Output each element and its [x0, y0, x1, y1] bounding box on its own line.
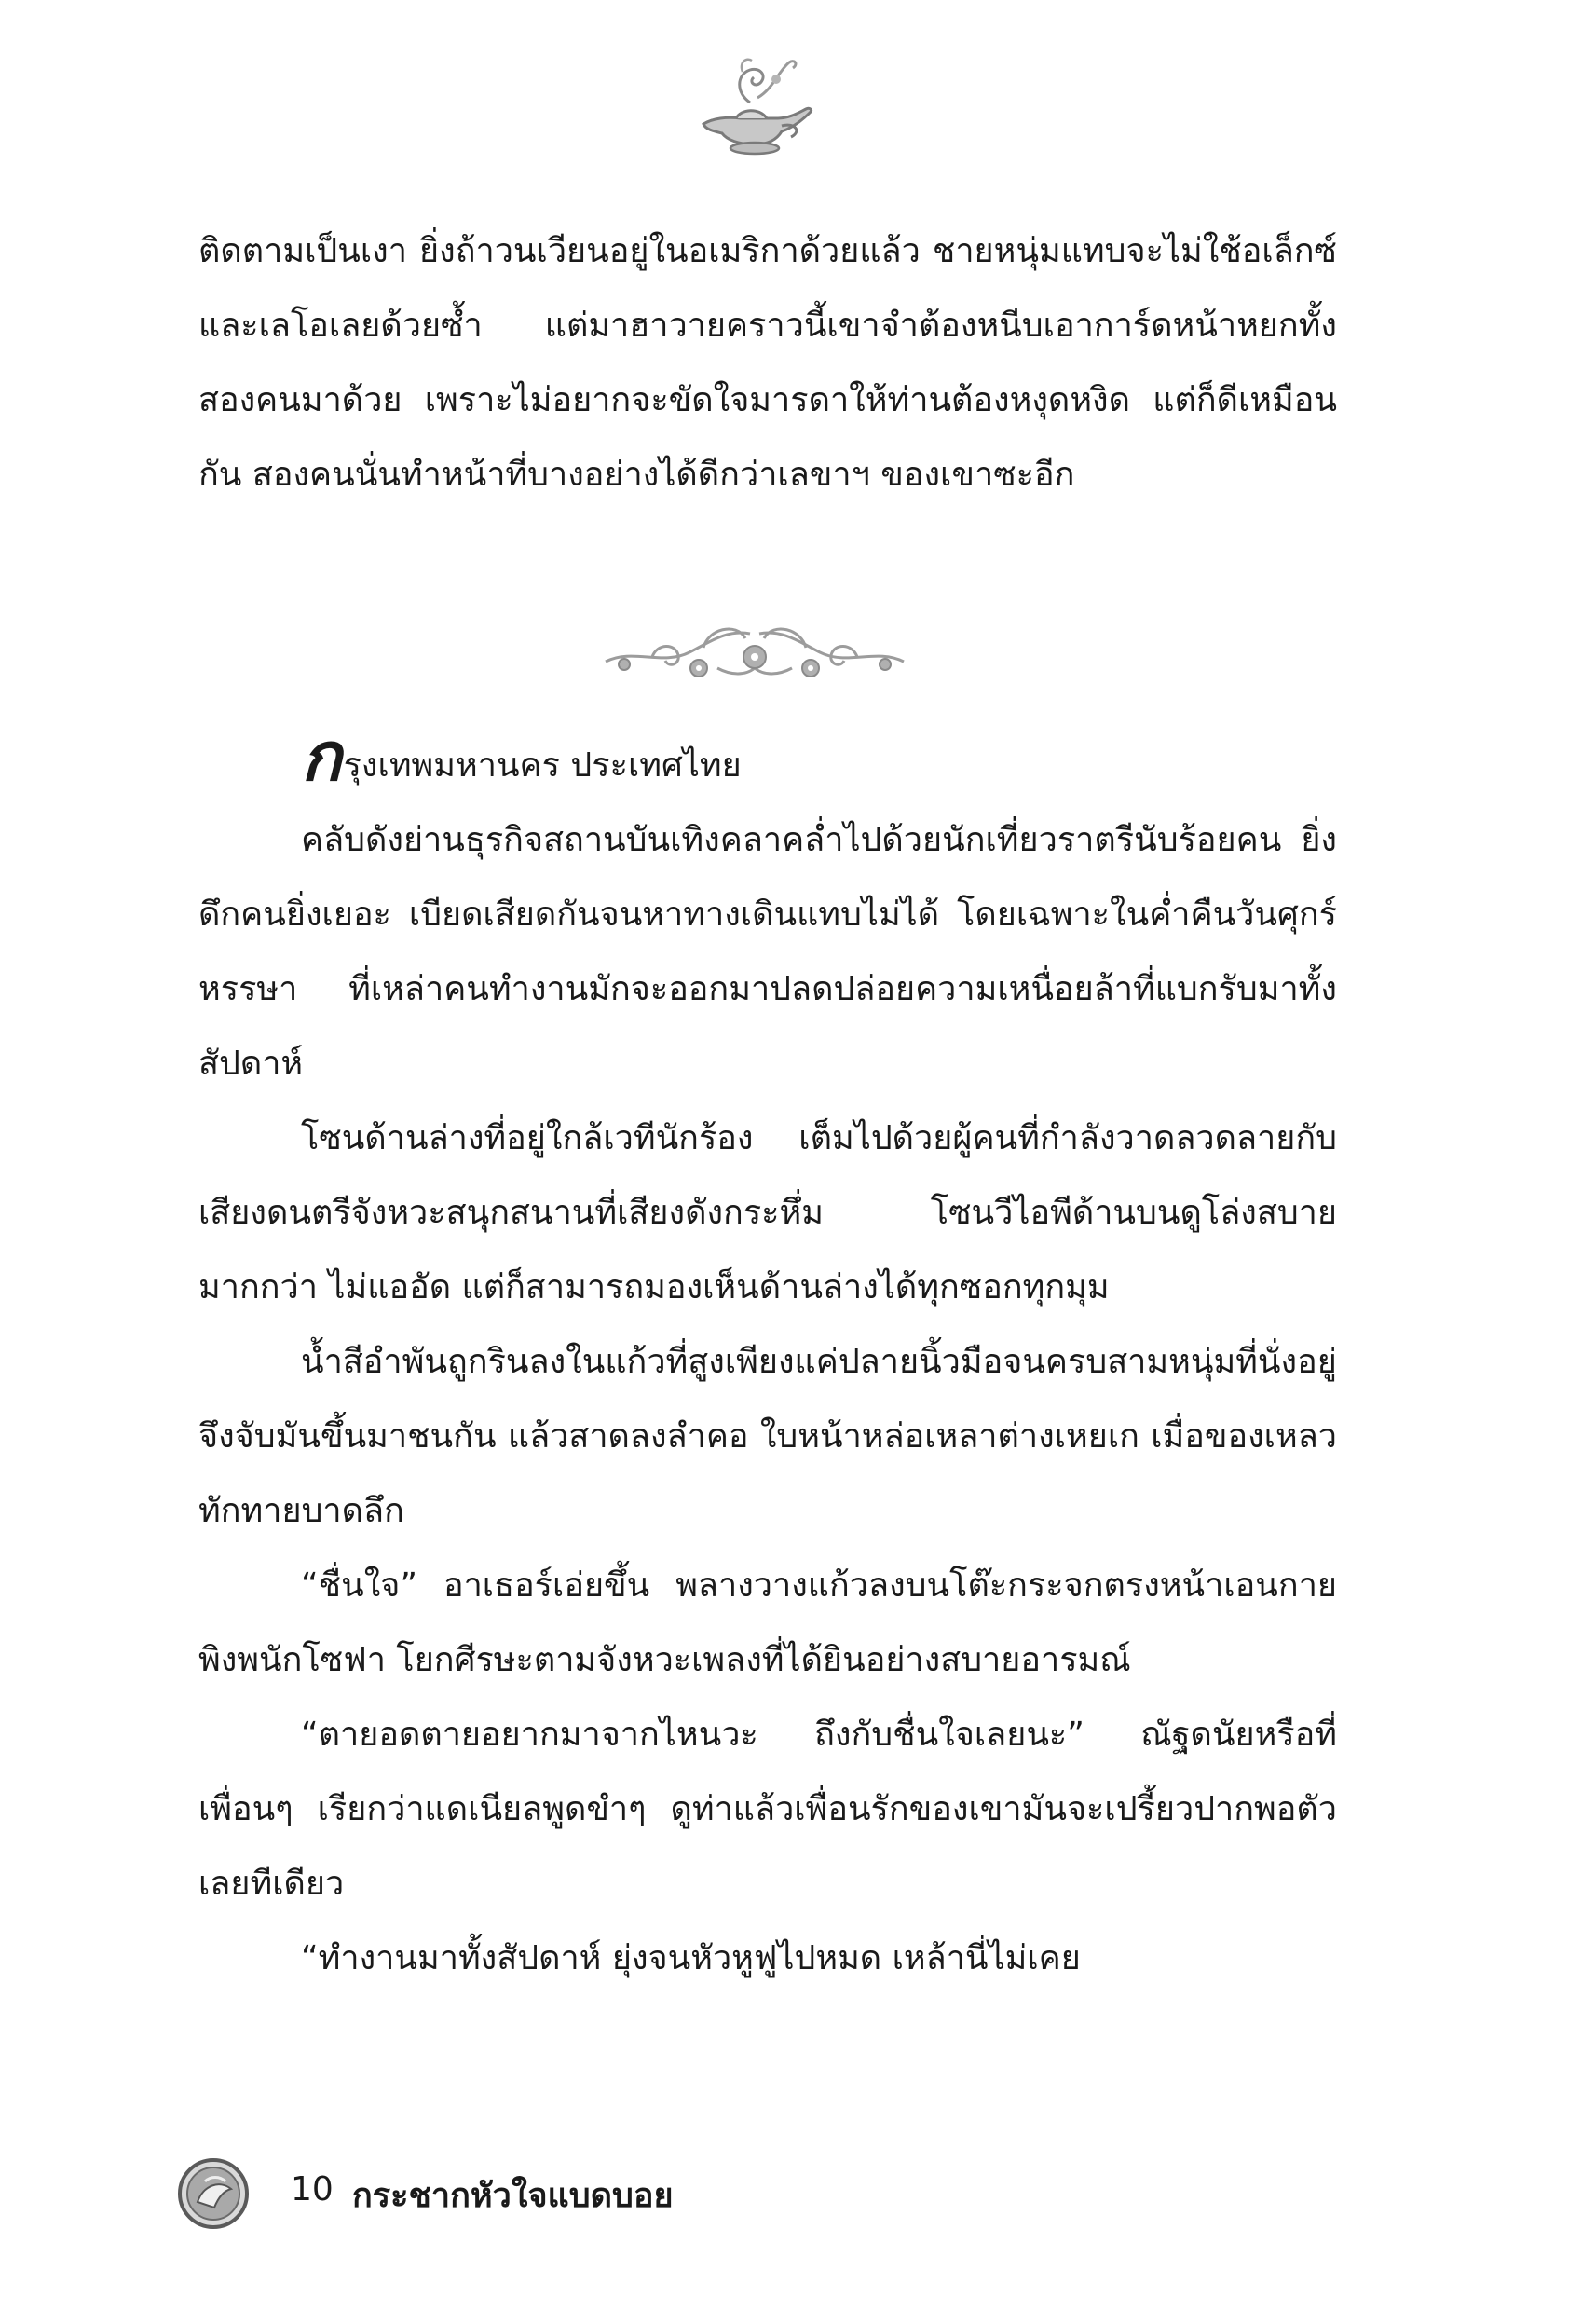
- section-heading: [198, 718, 1337, 803]
- page-number: 10: [291, 2170, 334, 2208]
- text-block-main: [198, 718, 1337, 1996]
- paragraph: คลับดังย่านธุรกิจสถานบันเทิงคลาคล่ำไปด้วยนักเที่ยวราตรีนับร้อยคน ยิ่งดึกคนยิ่งเยอะ เบียดเสียดกันจนหาทางเดินแทบไม่ได้ โดยเฉพาะในค่ำคืนวันศุกร์หรรษา ที่เหล่าคนทำงานมักจะออกมาปลดปล่อยความเหนื่อยล้าที่แบกรับมาทั้งสัปดาห์: [198, 821, 1337, 1083]
- drop-cap: ก: [301, 718, 342, 796]
- paragraph: “ทำงานมาทั้งสัปดาห์ ยุ่งจนหัวหูฟูไปหมด เหล้านี่ไม่เคย: [301, 1939, 1081, 1977]
- floral-divider-icon: [596, 610, 913, 694]
- circular-emblem-icon: [177, 2157, 250, 2230]
- page-footer: [177, 2157, 1016, 2232]
- text-block-top: [198, 214, 1337, 513]
- paragraph: “ตายอดตายอยากมาจากไหนวะ ถึงกับชื่นใจเลยนะ” ณัฐดนัยหรือที่เพื่อนๆ เรียกว่าแดเนียลพูดขำๆ ดูท่าแล้วเพื่อนรักของเขามันจะเปรี้ยวปากพอตัวเลยทีเดียว: [198, 1716, 1337, 1903]
- paragraph: โซนด้านล่างที่อยู่ใกล้เวทีนักร้อง เต็มไปด้วยผู้คนที่กำลังวาดลวดลายกับเสียงดนตรีจังหวะสนุกสนานที่เสียงดังกระหึ่ม โซนวีไอพีด้านบนดูโล่งสบายมากกว่า ไม่แออัด แต่ก็สามารถมองเห็นด้านล่างได้ทุกซอกทุกมุม: [198, 1119, 1337, 1306]
- heading-text: รุงเทพมหานคร ประเทศไทย: [343, 746, 742, 785]
- paragraph: น้ำสีอำพันถูกรินลงในแก้วที่สูงเพียงแค่ปลายนิ้วมือจนครบสามหนุ่มที่นั่งอยู่จึงจับมันขึ้นมาชนกัน แล้วสาดลงลำคอ ใบหน้าหล่อเหลาต่างเหยเก เมื่อของเหลวทักทายบาดลึก: [198, 1343, 1337, 1530]
- paragraph: “ชื่นใจ” อาเธอร์เอ่ยขึ้น พลางวางแก้วลงบนโต๊ะกระจกตรงหน้าเอนกายพิงพนักโซฟา โยกศีรษะตามจังหวะเพลงที่ได้ยินอย่างสบายอารมณ์: [198, 1566, 1337, 1679]
- paragraph: ติดตามเป็นเงา ยิ่งถ้าวนเวียนอยู่ในอเมริกาด้วยแล้ว ชายหนุ่มแทบจะไม่ใช้อเล็กซ์และเลโอเลยด้วยซ้ำ แต่มาฮาวายคราวนี้เขาจำต้องหนีบเอาการ์ดหน้าหยกทั้งสองคนมาด้วย เพราะไม่อยากจะขัดใจมารดาให้ท่านต้องหงุดหงิด แต่ก็ดีเหมือนกัน สองคนนั่นทำหน้าที่บางอย่างได้ดีกว่าเลขาฯ ของเขาซะอีก: [198, 232, 1337, 494]
- book-title: กระชากหัวใจแบดบอย: [352, 2177, 674, 2215]
- genie-lamp-icon: [685, 51, 825, 158]
